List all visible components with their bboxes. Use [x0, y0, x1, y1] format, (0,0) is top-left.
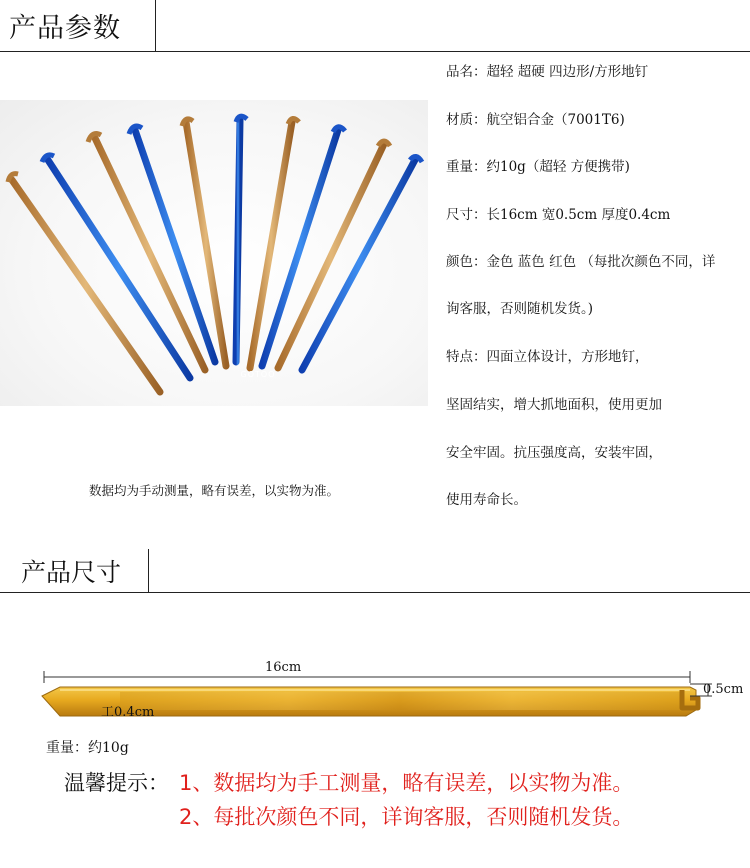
- header-divider-2: [148, 549, 149, 593]
- length-label: 16cm: [265, 660, 302, 675]
- photo-watermark: GOTOO: [240, 370, 276, 379]
- stake-blue-3: [236, 116, 247, 362]
- thickness-value: 0.4cm: [114, 705, 155, 720]
- measurement-disclaimer: 数据均为手动测量，略有误差，以实物为准。: [88, 483, 339, 498]
- header-underline-2: [0, 592, 750, 593]
- stakes-illustration: [0, 100, 428, 406]
- tip-item: 2、每批次颜色不同，详询客服，否则随机发货。: [179, 805, 634, 829]
- section-title-params: 产品参数: [9, 13, 121, 44]
- weight-note: 重量：约10g: [46, 740, 129, 756]
- stake-gold-1: [8, 174, 160, 392]
- header-underline: [0, 51, 750, 52]
- thickness-marker: 工: [101, 705, 115, 720]
- tip-item: 1、数据均为手工测量，略有误差，以实物为准。: [179, 771, 634, 795]
- section-title-size: 产品尺寸: [21, 558, 122, 587]
- width-label: 0.5cm: [703, 682, 744, 697]
- product-photo: [0, 100, 428, 406]
- header-divider: [155, 0, 156, 52]
- thickness-label: [101, 701, 154, 720]
- tips-label: 温馨提示：: [64, 771, 169, 795]
